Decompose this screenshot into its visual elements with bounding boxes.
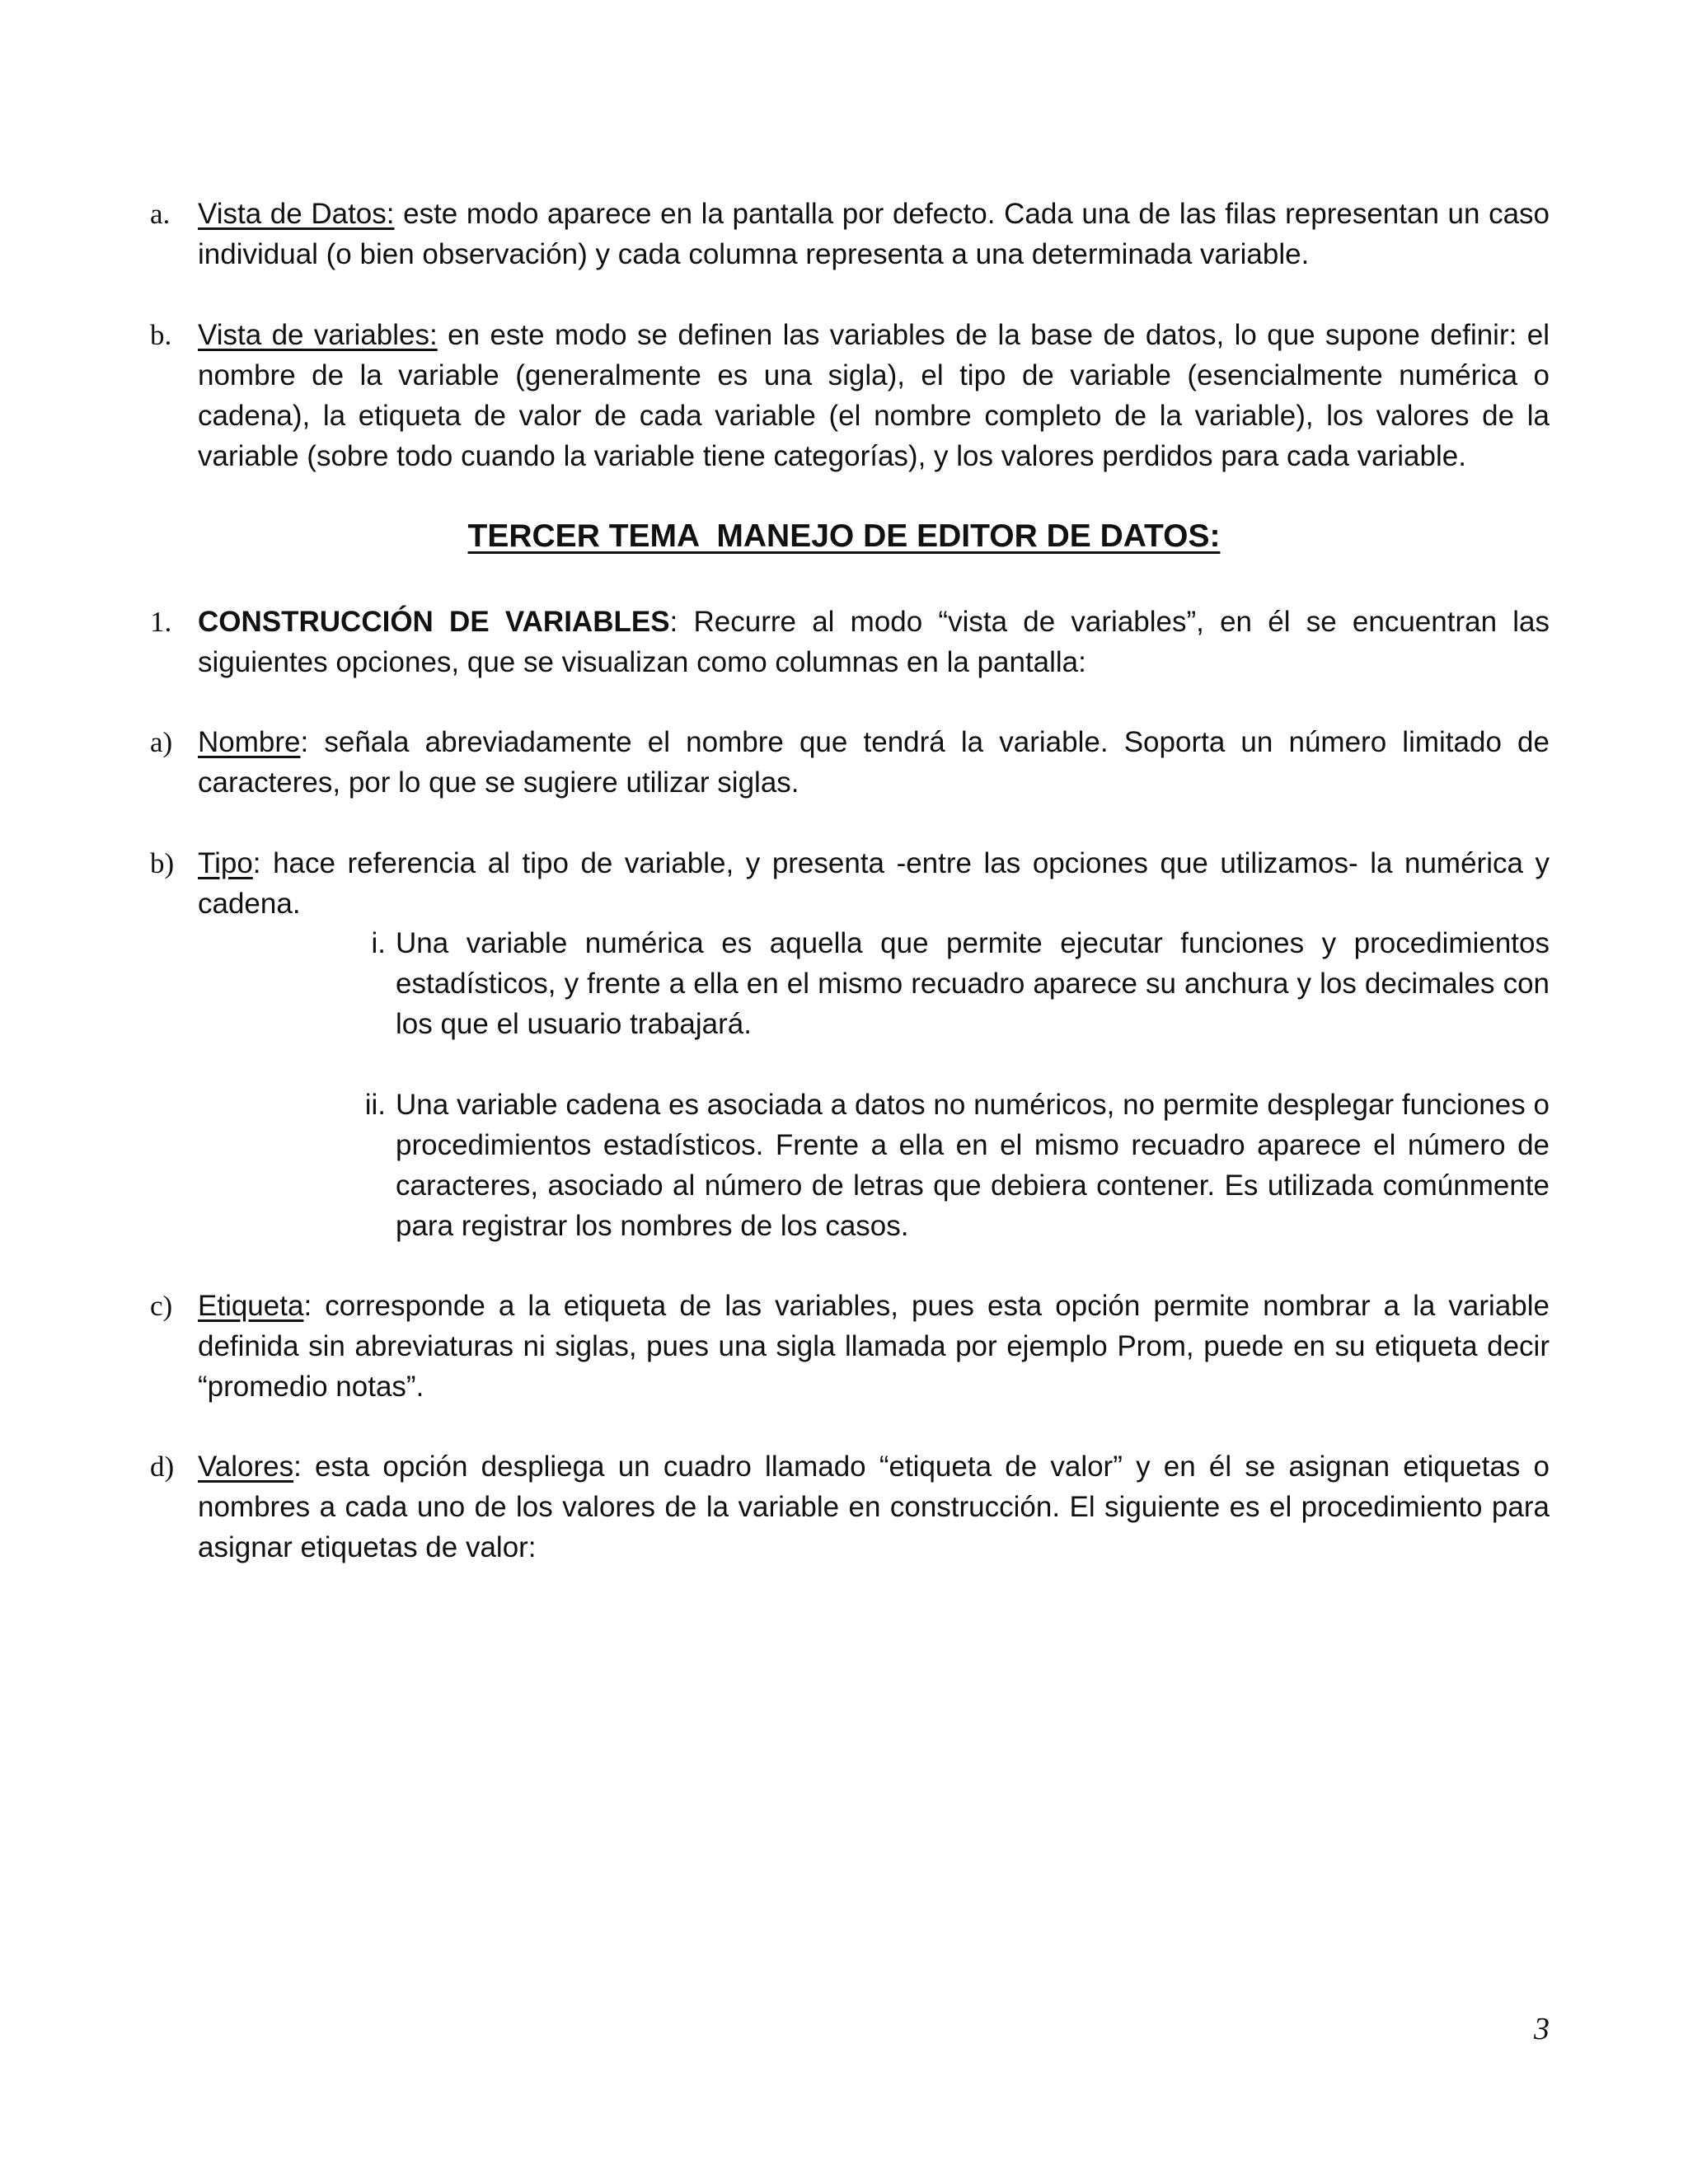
list-item-etiqueta — [150, 1286, 1550, 1407]
list-item-valores — [150, 1446, 1550, 1568]
section-title: TERCER TEMA MANEJO DE EDITOR DE DATOS: — [467, 518, 1221, 554]
term-nombre: Nombre — [198, 726, 301, 758]
term-etiqueta: Etiqueta — [198, 1290, 304, 1322]
list-marker: 1. — [150, 606, 172, 638]
paragraph — [198, 843, 1550, 924]
paragraph-text: en este modo se definen las variables de la base de datos, lo que supone definir: el nombre de la variable (generalmente es una sigla), el tipo de variable (esencialmente numérica o cadena), la etiqueta de valor de cada variable (el nombre completo de la variable), los valores de la variable (sobre todo cuando la variable tiene categorías), y los valores perdidos para cada variable. — [198, 319, 1550, 472]
page-number: 3 — [1534, 2012, 1550, 2046]
paragraph — [198, 722, 1550, 803]
paragraph-text: : Recurre al modo “vista de variables”, en él se encuentran las siguientes opciones, que se visualizan como columnas en la pantalla: — [198, 606, 1550, 678]
list-marker: b. — [150, 319, 172, 351]
paragraph — [198, 1286, 1550, 1407]
paragraph-text: este modo aparece en la pantalla por defecto. Cada una de las filas representan un caso individual (o bien observación) y cada columna representa a una determinada variable. — [198, 198, 1550, 270]
term-vista-de-variables: Vista de variables: — [198, 319, 438, 351]
list-item-vista-de-datos — [150, 194, 1550, 274]
list-marker: c) — [150, 1290, 173, 1322]
term-valores: Valores — [198, 1451, 294, 1483]
paragraph — [198, 194, 1550, 274]
list-item-vista-de-variables — [150, 315, 1550, 476]
paragraph — [198, 602, 1550, 682]
paragraph — [198, 315, 1550, 476]
paragraph-text: : hace referencia al tipo de variable, y presenta -entre las opciones que utilizamos- la numérica y cadena. — [198, 847, 1550, 920]
paragraph — [198, 1446, 1550, 1568]
term-vista-de-datos: Vista de Datos: — [198, 198, 395, 230]
sub-item-numerica — [345, 923, 1550, 1044]
sub-list-marker: i. — [371, 927, 386, 959]
term-construccion-de-variables: CONSTRUCCIÓN DE VARIABLES — [198, 606, 670, 638]
list-marker: b) — [150, 847, 175, 879]
list-item-nombre — [150, 722, 1550, 803]
paragraph-text: : corresponde a la etiqueta de las variables, pues esta opción permite nombrar a la variable definida sin abreviaturas ni siglas, pues una sigla llamada por ejemplo Prom, puede en su etiqueta decir “promedio notas”. — [198, 1290, 1550, 1403]
list-item-construccion-de-variables — [150, 602, 1550, 682]
list-marker: a. — [150, 198, 171, 230]
paragraph: Una variable cadena es asociada a datos no numéricos, no permite desplegar funciones o procedimientos estadísticos. Frente a ella en el mismo recuadro aparece el número de caracteres, asociado al número de letras que debiera contener. Es utilizada comúnmente para registrar los nombres de los casos. — [396, 1089, 1550, 1242]
paragraph: Una variable numérica es aquella que permite ejecutar funciones y procedimientos estadísticos, y frente a ella en el mismo recuadro aparece su anchura y los decimales con los que el usuario trabajará. — [396, 927, 1550, 1040]
sub-list-marker: ii. — [364, 1089, 386, 1121]
list-marker: d) — [150, 1451, 175, 1483]
paragraph-text: : señala abreviadamente el nombre que tendrá la variable. Soporta un número limitado de caracteres, por lo que se sugiere utilizar siglas. — [198, 726, 1550, 799]
term-tipo: Tipo — [198, 847, 253, 879]
list-item-tipo — [150, 843, 1550, 924]
sub-item-cadena — [345, 1085, 1550, 1246]
list-marker: a) — [150, 726, 173, 758]
paragraph-text: : esta opción despliega un cuadro llamado “etiqueta de valor” y en él se asignan etiquetas o nombres a cada uno de los valores de la variable en construcción. El siguiente es el procedimiento para asignar etiquetas de valor: — [198, 1451, 1550, 1563]
